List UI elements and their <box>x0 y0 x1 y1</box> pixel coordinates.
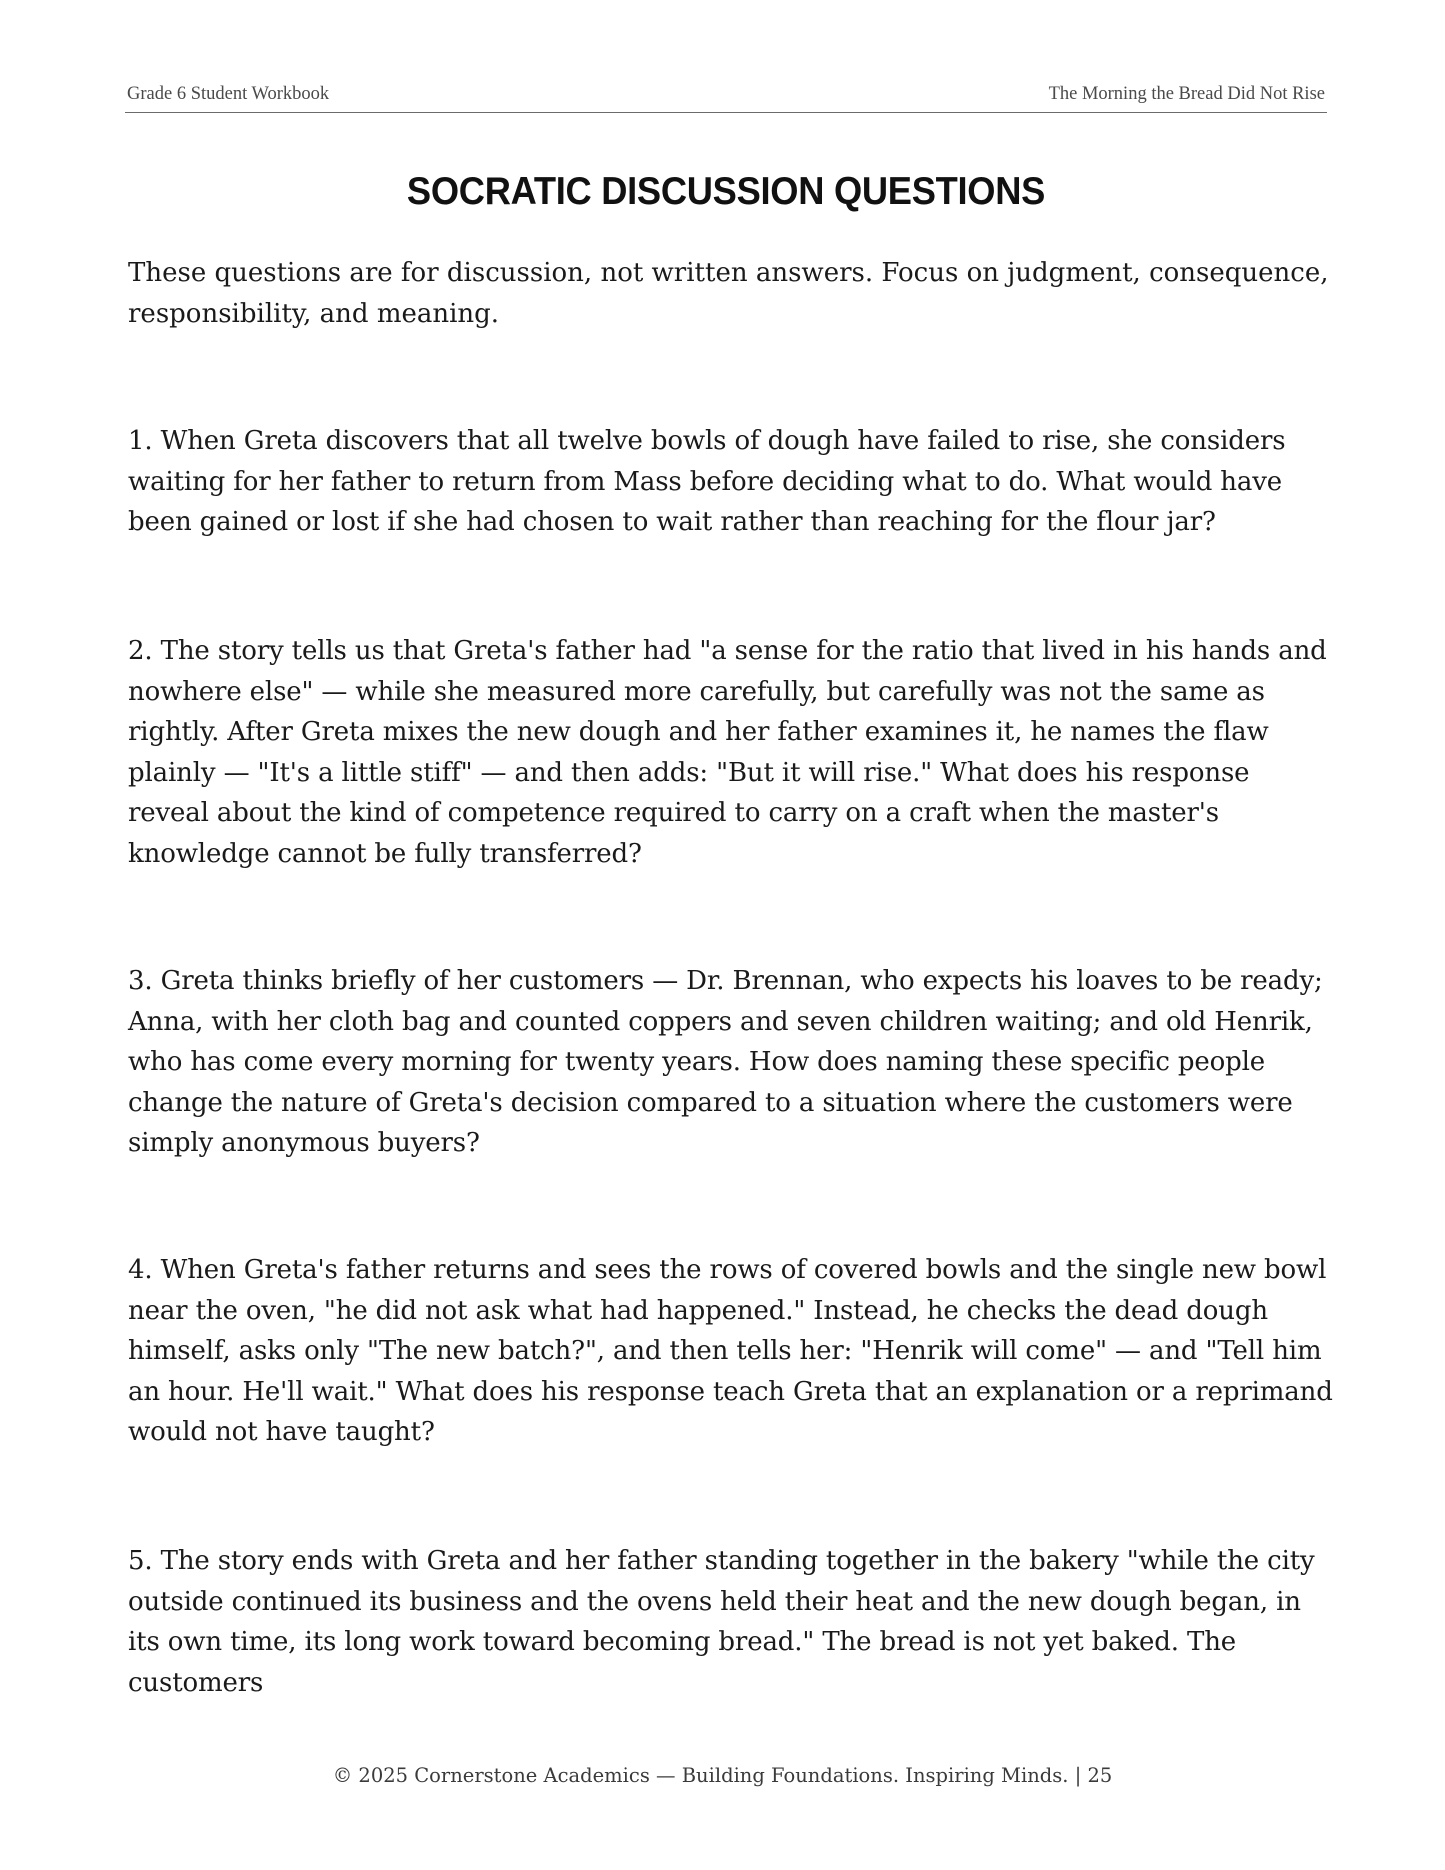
header-workbook-label: Grade 6 Student Workbook <box>127 84 330 104</box>
page-footer: © 2025 Cornerstone Academics — Building Foundations. Inspiring Minds. | 25 <box>332 1764 1113 1787</box>
header-story-title: The Morning the Bread Did Not Rise <box>1048 84 1325 104</box>
question-2: 2. The story tells us that Greta's father had "a sense for the ratio that lived in his hands and nowhere else" — while she measured more carefully, but carefully was not the same as rightly. After Greta mixes the new dough and her father examines it, he names the flaw plainly — "It's a little stiff" — and then adds: "But it will rise." What does his response reveal about the kind of competence required to carry on a craft when the master's knowledge cannot be fully transferred? <box>128 636 1327 869</box>
question-4: 4. When Greta's father returns and sees the rows of covered bowls and the single new bowl near the oven, "he did not ask what had happened." Instead, he checks the dead dough himself, asks only "The new batch?", and then tells her: "Henrik will come" — and "Tell him an hour. He'll wait." What does his response teach Greta that an explanation or a reprimand would not have taught? <box>128 1255 1333 1447</box>
question-3: 3. Greta thinks briefly of her customers — Dr. Brennan, who expects his loaves to be ready; Anna, with her cloth bag and counted coppers and seven children waiting; and old Henrik, who has come every morning for twenty years. How does naming these specific people change the nature of Greta's decision compared to a situation where the customers were simply anonymous buyers? <box>128 966 1323 1158</box>
question-1: 1. When Greta discovers that all twelve bowls of dough have failed to rise, she considers waiting for her father to return from Mass before deciding what to do. What would have been gained or lost if she had chosen to wait rather than reaching for the flour jar? <box>128 426 1286 537</box>
page-header <box>125 82 1327 113</box>
page-title: SOCRATIC DISCUSSION QUESTIONS <box>406 170 1046 213</box>
intro-paragraph: These questions are for discussion, not written answers. Focus on judgment, consequence, responsibility, and meaning. <box>128 258 1329 329</box>
question-5: 5. The story ends with Greta and her father standing together in the bakery "while the city outside continued its business and the ovens held their heat and the new dough began, in its own time, its long work toward becoming bread." The bread is not yet baked. The customers <box>128 1546 1315 1698</box>
